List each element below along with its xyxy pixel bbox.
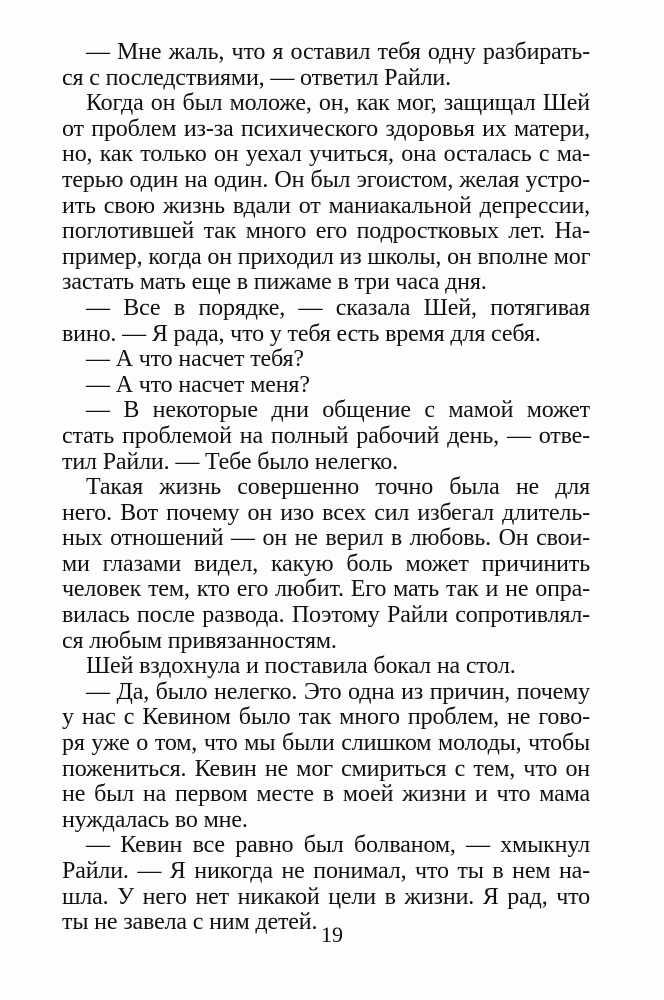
page-number: 19 [321,922,343,947]
text-line: пример, когда он приходил из школы, он вполне мог [62,243,591,270]
text-line: ных отношений — он не верил в любовь. Он свои- [62,525,590,552]
paragraph [62,373,590,399]
text-line: терью один на один. Он был эгоистом, желая устро- [62,166,590,193]
paragraph [62,40,590,91]
text-line: поглотившей так много его подростковых лет. На- [62,218,590,245]
paragraph [62,347,590,373]
text-line: шла. У него нет никакой цели в жизни. Я рад, что [62,883,590,910]
text-line: Когда он был моложе, он, как мог, защищал Шей [86,90,590,117]
paragraph [62,296,590,347]
text-line: стать проблемой на полный рабочий день, — отве- [62,422,590,449]
paragraph [62,680,590,834]
text-line: ся с последствиями, — ответил Райли. [62,64,451,91]
text-line: — А что насчет меня? [86,371,310,398]
text-line: нуждалась во мне. [62,806,248,833]
page-body-text [62,40,590,936]
paragraph [62,475,590,654]
text-line: — Да, было нелегко. Это одна из причин, почему [86,678,590,705]
text-line: ты не завела с ним детей. [62,909,318,936]
text-line: человек тем, кто его любит. Его мать так и не опра- [62,576,590,603]
text-line: — А что насчет тебя? [86,346,304,373]
text-line: — Мне жаль, что я оставил тебя одну разбирать- [86,39,590,65]
text-line: него. Вот почему он изо всех сил избегал длитель- [62,499,590,526]
text-line: Шей вздохнула и поставила бокал на стол. [86,653,516,680]
text-line: застать мать еще в пижаме в три часа дня. [62,269,487,296]
text-line: ить свою жизнь вдали от маниакальной депрессии, [62,192,590,219]
text-line: — В некоторые дни общение с мамой может [86,397,590,424]
paragraph [62,654,590,680]
text-line: — Все в порядке, — сказала Шей, потягивая [86,294,590,321]
text-line: Райли. — Я никогда не понимал, что ты в нем на- [62,858,590,884]
text-line: но, как только он уехал учиться, она осталась с ма- [62,141,590,168]
text-line: у нас с Кевином было так много проблем, не гово- [62,704,590,731]
text-line: пожениться. Кевин не мог смириться с тем, что он [62,755,590,782]
text-line: вино. — Я рада, что у тебя есть время для себя. [62,320,541,347]
text-line: ря уже о том, что мы были слишком молоды, чтобы [62,730,590,757]
paragraph [62,398,590,475]
text-line: — Кевин все равно был болваном, — хмыкнул [86,832,590,859]
text-line: не был на первом месте в моей жизни и что мама [62,781,590,808]
text-line: вилась после развода. Поэтому Райли сопротивлял- [62,602,590,629]
text-line: Такая жизнь совершенно точно была не для [86,474,590,501]
text-line: от проблем из-за психического здоровья их матери, [62,115,590,142]
text-line: ся любым привязанностям. [62,627,337,654]
text-line: тил Райли. — Тебе было нелегко. [62,448,398,475]
text-line: ми глазами видел, какую боль может причинить [62,550,590,577]
paragraph [62,833,590,935]
paragraph [62,91,590,296]
